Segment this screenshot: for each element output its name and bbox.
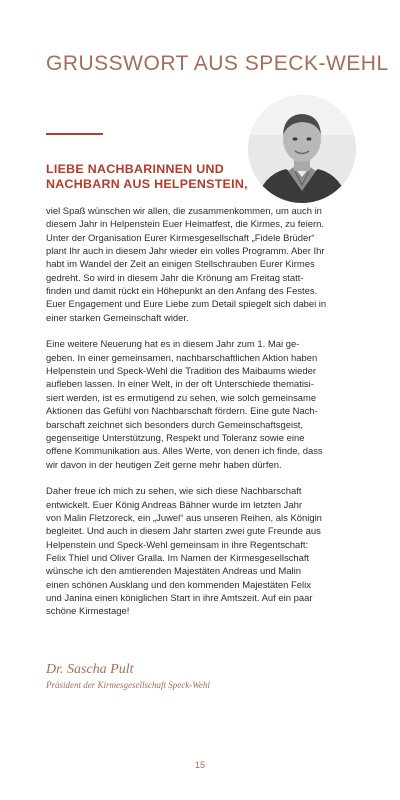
text-line: Aktionen das Gefühl von Nachbarschaft fördern. Eine gute Nach- (46, 406, 318, 418)
text-line: von Malin Fletzoreck, ein „Juwel“ aus unseren Reihen, als Königin (46, 512, 322, 524)
text-line: und Janina einen königlichen Start in ihre Amtszeit. Auf ein paar (46, 592, 313, 604)
text-line: begleitet. Und auch in diesem Jahr starten zwei gute Freunde aus (46, 526, 321, 538)
page-title: GRUSSWORT AUS SPECK-WEHL (46, 52, 389, 75)
text-line: habt im Wandel der Zeit an einigen Stellschrauben Eurer Kirmes (46, 259, 315, 271)
text-line: viel Spaß wünschen wir allen, die zusammenkommen, um auch in (46, 206, 322, 217)
paragraph-1 (46, 205, 366, 325)
text-line: Felix Thiel und Oliver Gralla. Im Namen der Kirmesgesellschaft (46, 552, 310, 564)
portrait-photo (248, 95, 356, 203)
text-line: einen schönen Ausklang und den kommenden Majestäten Felix (46, 579, 311, 591)
text-line: barschaft zeichnet sich besonders durch Gemeinschaftsgeist, (46, 419, 304, 431)
text-line: gedreht. So wird in diesem Jahr die Krönung am Freitag statt- (46, 272, 304, 284)
text-line: Unter der Organisation Eurer Kirmesgesellschaft „Fidele Brüder“ (46, 232, 315, 244)
salutation-line-2: NACHBARN AUS HELPENSTEIN, (46, 177, 248, 191)
text-line: offene Kommunikation aus. Alles Werte, von denen ich finde, dass (46, 446, 323, 458)
text-line: wünsche ich den amtierenden Majestäten Andreas und Malin (46, 566, 301, 578)
text-line: aufleben lassen. In einer Welt, in der oft Unterschiede thematisi- (46, 379, 314, 391)
text-line: geben. In einer gemeinsamen, nachbarschaftlichen Aktion haben (46, 352, 318, 364)
body-text (46, 205, 366, 632)
text-line: entwickelt. Euer König Andreas Bähner wurde im letzten Jahr (46, 499, 302, 511)
page-number: 15 (194, 760, 205, 770)
text-line: Helpenstein und Speck-Wehl die Tradition des Maibaums wieder (46, 366, 316, 378)
text-line: schöne Kirmestage! (46, 606, 130, 618)
paragraph-3 (46, 485, 366, 618)
signature-role: Präsident der Kirmesgesellschaft Speck-Wehl (46, 680, 210, 690)
text-line: wir davon in der heutigen Zeit gerne mehr haben dürfen. (46, 459, 282, 471)
text-line: finden und damit rückt ein Höhepunkt an den Anfang des Festes. (46, 286, 318, 298)
salutation (46, 162, 248, 192)
accent-divider (46, 133, 103, 135)
text-line: Helpenstein und Speck-Wehl gemeinsam in ihre Regentschaft: (46, 539, 309, 551)
text-line: plant Ihr auch in diesem Jahr wieder ein volles Programm. Aber Ihr (46, 246, 325, 258)
text-line: Eine weitere Neuerung hat es in diesem Jahr zum 1. Mai ge- (46, 339, 300, 351)
text-line: diesem Jahr in Helpenstein Euer Heimatfest, die Kirmes, zu feiern. (46, 219, 325, 231)
text-line: einer starken Gemeinschaft wider. (46, 312, 189, 324)
text-line: gegenseitige Unterstützung, Respekt und Toleranz sowie eine (46, 432, 305, 444)
text-line: Euer Engagement und Eure Liebe zum Detail spiegelt sich dabei in (46, 299, 327, 311)
salutation-line-1: LIEBE NACHBARINNEN UND (46, 162, 225, 176)
signature-name: Dr. Sascha Pult (46, 662, 134, 677)
text-line: siert werden, ist es ermutigend zu sehen, wie solch gemeinsame (46, 392, 317, 404)
portrait-image (248, 95, 356, 203)
text-line: Daher freue ich mich zu sehen, wie sich diese Nachbarschaft (46, 486, 302, 498)
paragraph-2 (46, 338, 366, 471)
